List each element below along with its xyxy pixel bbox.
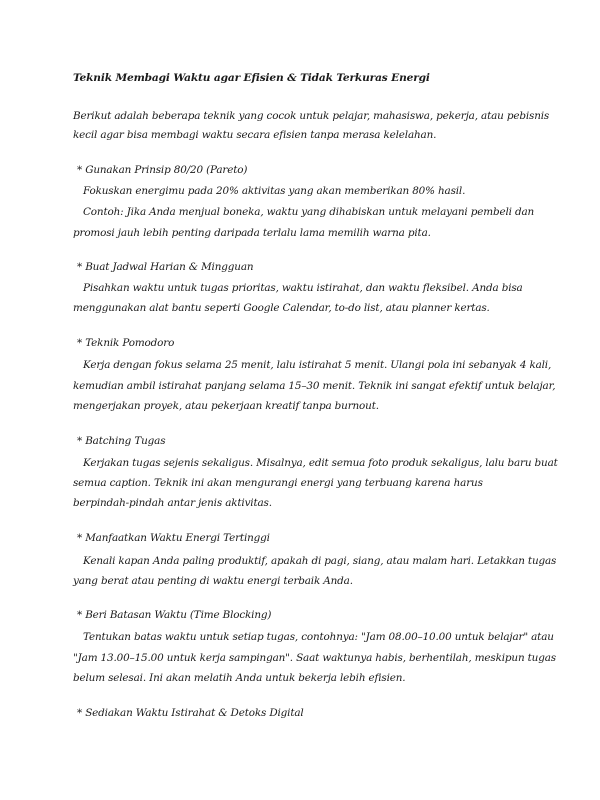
section-line: "Jam 13.00–15.00 untuk kerja sampingan". Saat waktunya habis, berhentilah, meskipun tugas: [73, 652, 556, 664]
section-line: yang berat atau penting di waktu energi terbaik Anda.: [73, 575, 353, 587]
section-line: belum selesai. Ini akan melatih Anda untuk bekerja lebih efisien.: [73, 672, 406, 684]
section-line: Kerjakan tugas sejenis sekaligus. Misalnya, edit semua foto produk sekaligus, lalu baru buat: [83, 457, 558, 469]
section-line: promosi jauh lebih penting daripada terlalu lama memilih warna pita.: [73, 227, 431, 239]
section-heading: * Buat Jadwal Harian & Mingguan: [77, 261, 254, 273]
section-line: menggunakan alat bantu seperti Google Calendar, to-do list, atau planner kertas.: [73, 302, 490, 314]
section-line: Kenali kapan Anda paling produktif, apakah di pagi, siang, atau malam hari. Letakkan tugas: [83, 555, 557, 567]
section-line: Tentukan batas waktu untuk setiap tugas, contohnya: "Jam 08.00–10.00 untuk belajar" atau: [83, 631, 554, 643]
intro-line: Berikut adalah beberapa teknik yang cocok untuk pelajar, mahasiswa, pekerja, atau pebisnis: [73, 110, 550, 122]
section-line: Fokuskan energimu pada 20% aktivitas yang akan memberikan 80% hasil.: [83, 185, 466, 197]
section-line: Pisahkan waktu untuk tugas prioritas, waktu istirahat, dan waktu fleksibel. Anda bisa: [83, 282, 523, 294]
intro-line: kecil agar bisa membagi waktu secara efisien tanpa merasa kelelahan.: [73, 129, 437, 141]
section-heading: * Batching Tugas: [77, 435, 166, 447]
section-heading: * Beri Batasan Waktu (Time Blocking): [77, 609, 272, 621]
section-line: Contoh: Jika Anda menjual boneka, waktu yang dihabiskan untuk melayani pembeli dan: [83, 206, 535, 218]
section-line: Kerja dengan fokus selama 25 menit, lalu istirahat 5 menit. Ulangi pola ini sebanyak 4 kali,: [83, 359, 552, 371]
section-heading: * Sediakan Waktu Istirahat & Detoks Digital: [77, 707, 304, 719]
section-line: semua caption. Teknik ini akan mengurangi energi yang terbuang karena harus: [73, 477, 483, 489]
section-line: berpindah-pindah antar jenis aktivitas.: [73, 497, 272, 509]
section-heading: * Manfaatkan Waktu Energi Tertinggi: [77, 532, 270, 544]
section-heading: * Teknik Pomodoro: [77, 337, 175, 349]
section-heading: * Gunakan Prinsip 80/20 (Pareto): [77, 164, 248, 176]
document-title: Teknik Membagi Waktu agar Efisien & Tidak Terkuras Energi: [73, 72, 430, 84]
section-line: mengerjakan proyek, atau pekerjaan kreatif tanpa burnout.: [73, 400, 379, 412]
section-line: kemudian ambil istirahat panjang selama 15–30 menit. Teknik ini sangat efektif untuk belajar,: [73, 380, 556, 392]
